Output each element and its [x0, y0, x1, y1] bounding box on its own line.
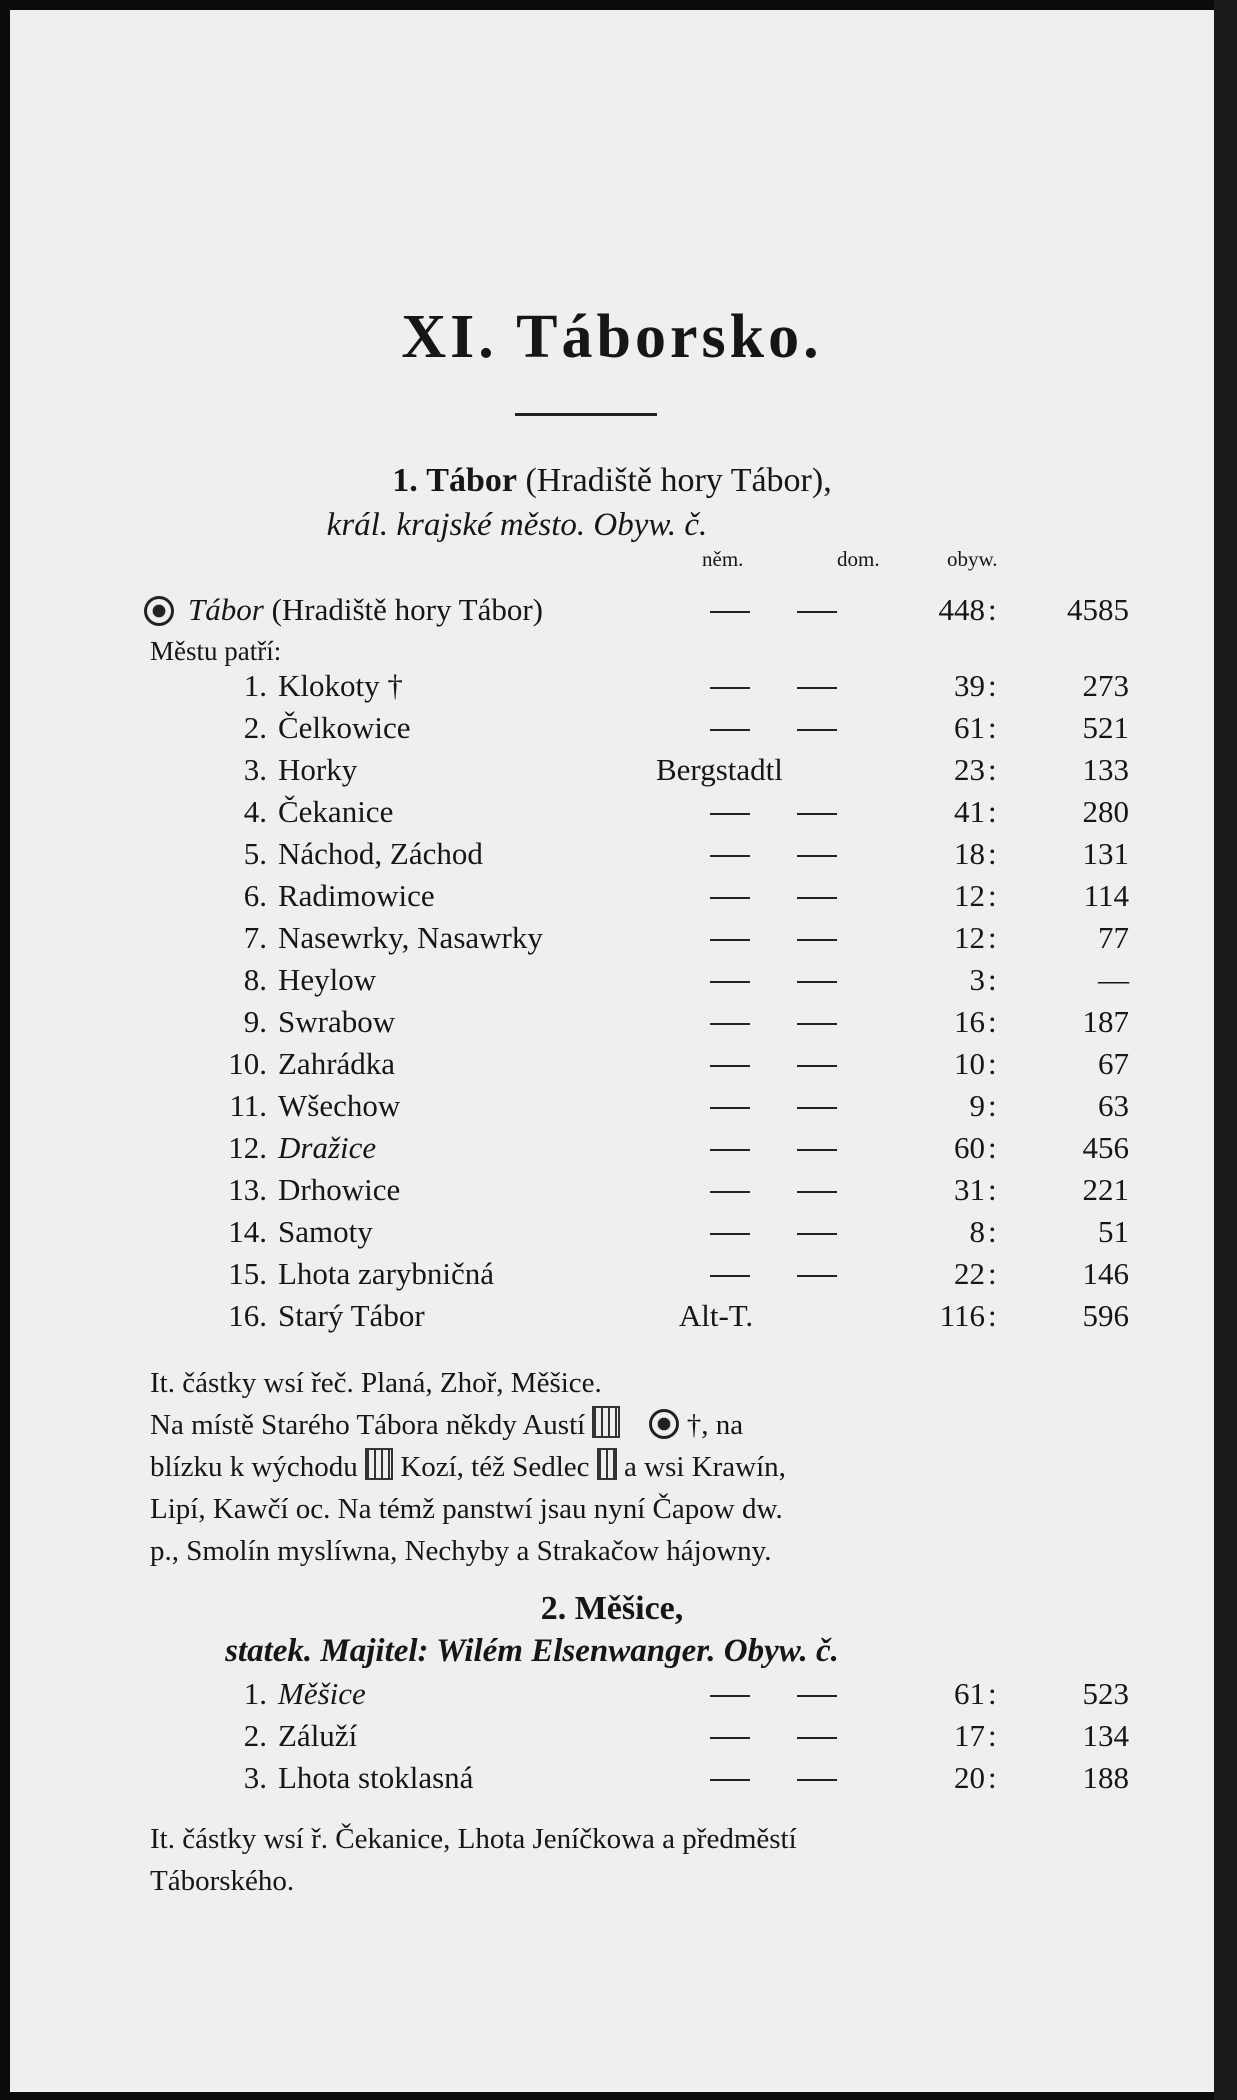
row-inhabitants: —: [1098, 962, 1129, 997]
row-houses: 23: [954, 752, 985, 787]
dash: [710, 813, 750, 815]
row-inhabitants: 133: [1082, 752, 1129, 787]
table-row: [10, 1298, 1214, 1340]
castle-medal-icon: [144, 596, 174, 626]
column-header-obyw: obyw.: [947, 547, 998, 571]
colon: :: [988, 920, 997, 955]
section-1-note-line-1: It. částky wsí řeč. Planá, Zhoř, Měšice.: [150, 1367, 602, 1399]
dash: [797, 897, 837, 899]
row-inhabitants: 77: [1098, 920, 1129, 955]
dash: [797, 687, 837, 689]
colon: :: [988, 1256, 997, 1291]
dash: [797, 1149, 837, 1151]
section-1-note-line-5: p., Smolín myslíwna, Nechyby a Strakačow hájowny.: [150, 1535, 772, 1567]
row-number: 13.: [228, 1172, 267, 1207]
colon: :: [988, 1046, 997, 1081]
row-inhabitants: 188: [1082, 1760, 1129, 1795]
table-row: [10, 1088, 1214, 1130]
dash: [797, 1023, 837, 1025]
row-name: Záluží: [278, 1718, 358, 1753]
row-inhabitants: 114: [1083, 878, 1129, 913]
colon: :: [988, 1718, 997, 1753]
row-houses: 12: [954, 920, 985, 955]
row-inhabitants: 456: [1082, 1130, 1129, 1165]
book-page: [10, 10, 1214, 2092]
table-row: [10, 1256, 1214, 1298]
row-inhabitants: 134: [1082, 1718, 1129, 1753]
row-houses: 12: [954, 878, 985, 913]
row-number: 7.: [243, 920, 267, 955]
row-inhabitants: 63: [1098, 1088, 1129, 1123]
table-row: [10, 1046, 1214, 1088]
title-rule: [515, 413, 657, 416]
row-inhabitants: 523: [1082, 1676, 1129, 1711]
row-number: 4.: [243, 794, 267, 829]
main-row-name: [188, 592, 543, 628]
column-header-dom: dom.: [837, 547, 880, 571]
colon: :: [988, 710, 997, 745]
section-1-number: 1.: [392, 462, 418, 499]
row-inhabitants: 521: [1082, 710, 1129, 745]
column-header-nem: něm.: [702, 547, 744, 571]
table-row: [10, 1172, 1214, 1214]
row-number: 1.: [243, 1676, 267, 1711]
row-inhabitants: 131: [1082, 836, 1129, 871]
dash: [710, 897, 750, 899]
dash: [710, 1023, 750, 1025]
row-name: Horky: [278, 752, 358, 787]
table-row: [10, 836, 1214, 878]
row-houses: 22: [954, 1256, 985, 1291]
row-number: 9.: [243, 1004, 267, 1039]
tower-icon: [597, 1448, 617, 1480]
section-2-note-line-1: It. částky wsí ř. Čekanice, Lhota Jeníčkowa a předměstí: [150, 1823, 797, 1855]
row-name: Lhota zarybničná: [278, 1256, 495, 1291]
row-name: Měšice: [278, 1676, 366, 1711]
row-houses: 18: [954, 836, 985, 871]
main-row-name-rest: (Hradiště hory Tábor): [271, 592, 544, 627]
table-row: [10, 752, 1214, 794]
row-houses: 9: [969, 1088, 985, 1123]
section-2-number: 2.: [540, 1590, 567, 1627]
row-houses: 41: [954, 794, 985, 829]
main-row-name-italic: Tábor: [188, 592, 264, 627]
row-number: 5.: [243, 836, 267, 871]
row-german-name: Bergstadtl: [656, 752, 783, 787]
dash: [797, 729, 837, 731]
row-number: 16.: [228, 1298, 267, 1333]
main-row-tabor: [10, 592, 1214, 634]
row-houses: 61: [954, 710, 985, 745]
row-inhabitants: 273: [1082, 668, 1129, 703]
note-text: †, na: [686, 1409, 744, 1441]
dash: [710, 855, 750, 857]
row-name: Samoty: [278, 1214, 373, 1249]
section-2-subtitle: statek. Majitel: Wilém Elsenwanger. Obyw. č.: [225, 1633, 839, 1669]
row-inhabitants: 146: [1082, 1256, 1129, 1291]
page-title: XI. Táborsko.: [401, 303, 823, 371]
row-name: Drhowice: [278, 1172, 401, 1207]
dash: [797, 855, 837, 857]
row-houses: 16: [954, 1004, 985, 1039]
table-row: [10, 878, 1214, 920]
dash: [797, 1275, 837, 1277]
colon: :: [988, 1214, 997, 1249]
castle-ruin-icon: [592, 1406, 620, 1438]
dash: [710, 611, 750, 613]
row-name: Čelkowice: [278, 710, 411, 745]
castle-medal-icon: [649, 1409, 679, 1439]
table-row: [10, 794, 1214, 836]
section-2-heading: [10, 1590, 1214, 1628]
note-text: blízku k wýchodu: [150, 1451, 358, 1483]
row-name: Radimowice: [278, 878, 435, 913]
row-houses: 10: [954, 1046, 985, 1081]
table-row: [10, 1676, 1214, 1718]
row-houses: 17: [954, 1718, 985, 1753]
row-houses: 3: [969, 962, 985, 997]
page-edge: [1214, 0, 1237, 2100]
belongs-label: Městu patří:: [150, 636, 282, 666]
row-number: 2.: [243, 710, 267, 745]
section-1-heading: [10, 462, 1214, 500]
row-name: Wšechow: [278, 1088, 401, 1123]
table-row: [10, 1718, 1214, 1760]
dash: [710, 1149, 750, 1151]
row-houses: 116: [939, 1298, 985, 1333]
dash: [797, 1065, 837, 1067]
row-inhabitants: 221: [1082, 1172, 1129, 1207]
dash: [710, 1233, 750, 1235]
row-name: Lhota stoklasná: [278, 1760, 474, 1795]
section-1-note-line-3: [150, 1446, 1030, 1488]
row-german-name: Alt-T.: [678, 1298, 754, 1333]
table-row: [10, 668, 1214, 710]
row-inhabitants: 187: [1082, 1004, 1129, 1039]
colon: :: [988, 1172, 997, 1207]
dash: [797, 981, 837, 983]
section-1-name: Tábor: [426, 462, 517, 499]
row-houses: 8: [969, 1214, 985, 1249]
dash: [797, 1695, 837, 1697]
section-2-note-line-2: Táborského.: [150, 1865, 295, 1897]
dash: [710, 981, 750, 983]
row-inhabitants: 67: [1098, 1046, 1129, 1081]
dash: [710, 1275, 750, 1277]
row-inhabitants: 596: [1082, 1298, 1129, 1333]
section-1-subname: (Hradiště hory Tábor),: [525, 462, 832, 499]
row-houses: 31: [954, 1172, 985, 1207]
row-number: 8.: [243, 962, 267, 997]
dash: [797, 1191, 837, 1193]
table-row: [10, 710, 1214, 752]
colon: :: [988, 1130, 997, 1165]
colon: :: [988, 592, 997, 627]
table-row: [10, 1130, 1214, 1172]
section-1-subtitle: král. krajské město. Obyw. č.: [326, 507, 708, 543]
dash: [710, 1779, 750, 1781]
row-number: 10.: [228, 1046, 267, 1081]
table-row: [10, 1214, 1214, 1256]
colon: :: [988, 878, 997, 913]
dash: [710, 1065, 750, 1067]
table-row: [10, 920, 1214, 962]
note-text: Kozí, též Sedlec: [400, 1451, 590, 1483]
colon: :: [988, 1760, 997, 1795]
dash: [797, 1107, 837, 1109]
row-name: Náchod, Záchod: [278, 836, 483, 871]
row-name: Nasewrky, Nasawrky: [278, 920, 543, 955]
dash: [710, 687, 750, 689]
main-row-dom: 448: [938, 592, 985, 627]
dash: [797, 1779, 837, 1781]
dash: [710, 939, 750, 941]
row-name: Čekanice: [278, 794, 394, 829]
row-name: Starý Tábor: [278, 1298, 425, 1333]
note-text: Na místě Starého Tábora někdy Austí: [150, 1409, 586, 1441]
dash: [797, 1233, 837, 1235]
table-row: [10, 1760, 1214, 1802]
dash: [797, 1737, 837, 1739]
section-1-note-line-4: Lipí, Kawčí oc. Na témž panstwí jsau nyní Čapow dw.: [150, 1493, 783, 1525]
colon: :: [988, 794, 997, 829]
dash: [710, 1737, 750, 1739]
dash: [797, 611, 837, 613]
dash: [710, 729, 750, 731]
row-name: Heylow: [278, 962, 377, 997]
row-houses: 39: [954, 668, 985, 703]
row-number: 1.: [243, 668, 267, 703]
row-houses: 61: [954, 1676, 985, 1711]
row-number: 11.: [229, 1088, 267, 1123]
colon: :: [988, 1088, 997, 1123]
dash: [710, 1191, 750, 1193]
dash: [797, 813, 837, 815]
row-houses: 20: [954, 1760, 985, 1795]
table-row: [10, 962, 1214, 1004]
section-1-note-line-2: [150, 1404, 1030, 1446]
dash: [710, 1107, 750, 1109]
row-name: Klokoty †: [278, 668, 403, 703]
colon: :: [988, 1004, 997, 1039]
row-inhabitants: 280: [1082, 794, 1129, 829]
dash: [797, 939, 837, 941]
castle-ruin-icon: [365, 1448, 393, 1480]
row-inhabitants: 51: [1098, 1214, 1129, 1249]
row-number: 12.: [228, 1130, 267, 1165]
colon: :: [988, 836, 997, 871]
section-2-name: Měšice,: [574, 1590, 684, 1627]
row-number: 15.: [228, 1256, 267, 1291]
row-number: 14.: [228, 1214, 267, 1249]
row-name: Zahrádka: [278, 1046, 396, 1081]
colon: :: [988, 668, 997, 703]
row-number: 3.: [243, 752, 267, 787]
row-number: 2.: [243, 1718, 267, 1753]
row-houses: 60: [954, 1130, 985, 1165]
row-name: Dražice: [278, 1130, 377, 1165]
colon: :: [988, 962, 997, 997]
colon: :: [988, 1676, 997, 1711]
table-row: [10, 1004, 1214, 1046]
colon: :: [988, 752, 997, 787]
dash: [710, 1695, 750, 1697]
colon: :: [988, 1298, 997, 1333]
row-number: 6.: [243, 878, 267, 913]
row-number: 3.: [243, 1760, 267, 1795]
main-row-obyw: 4585: [1067, 592, 1129, 627]
row-name: Swrabow: [278, 1004, 396, 1039]
note-text: a wsi Krawín,: [624, 1451, 786, 1483]
